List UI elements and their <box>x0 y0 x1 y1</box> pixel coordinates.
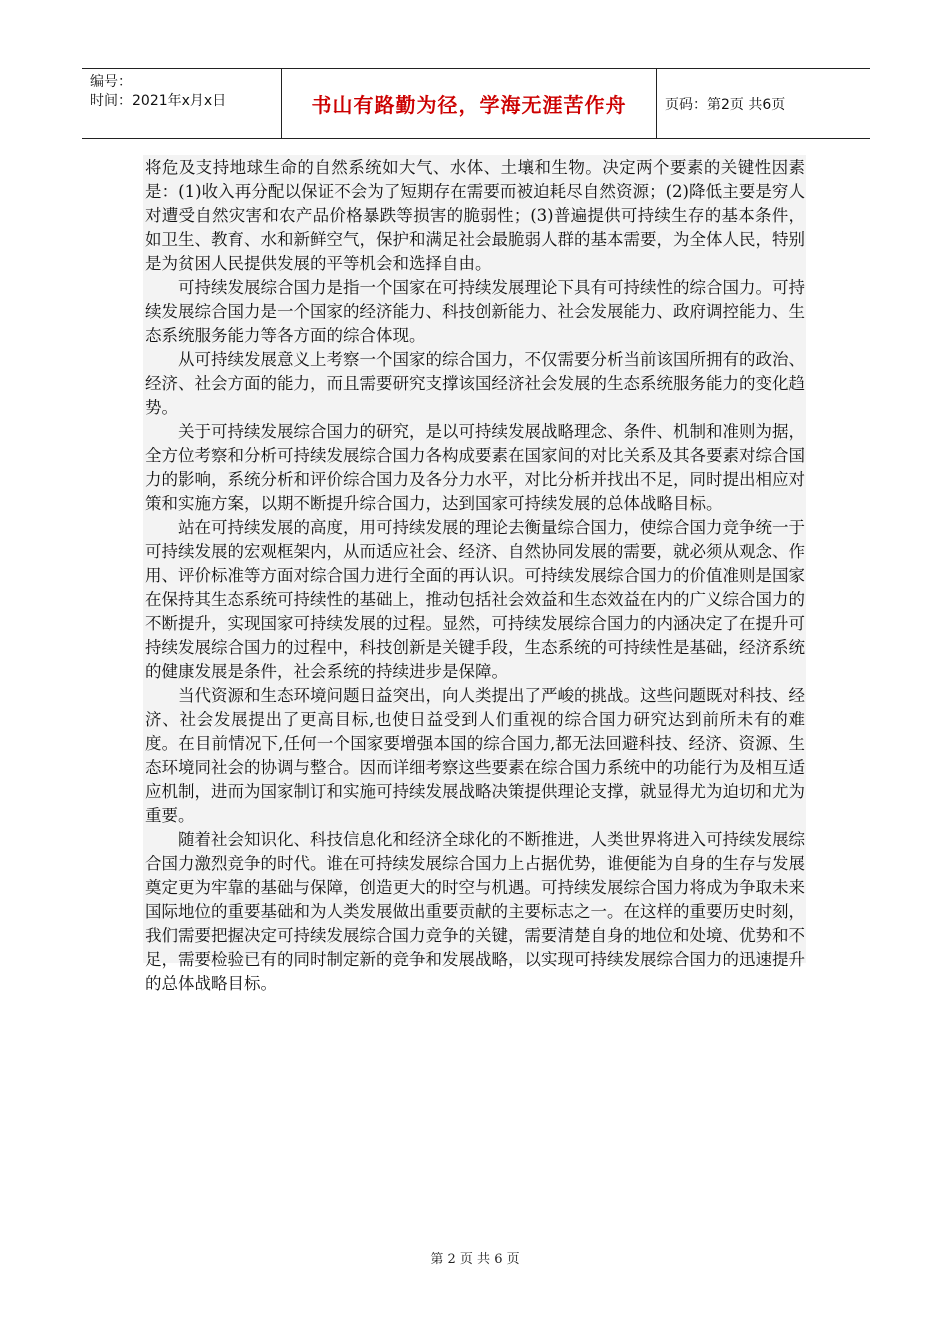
serial-label: 编号： <box>90 74 132 90</box>
page-footer: 第 2 页 共 6 页 <box>430 1252 520 1267</box>
header-motto: 书山有路勤为径，学海无涯苦作舟 <box>282 69 657 138</box>
paragraph: 从可持续发展意义上考察一个国家的综合国力，不仅需要分析当前该国所拥有的政治、经济、社会方面的能力，而且需要研究支撑该国经济社会发展的生态系统服务能力的变化趋势。 <box>145 350 805 417</box>
paragraph: 随着社会知识化、科技信息化和经济全球化的不断推进，人类世界将进入可持续发展综合国力激烈竞争的时代。谁在可持续发展综合国力上占据优势，谁便能为自身的生存与发展奠定更为牢靠的基础与保障，创造更大的时空与机遇。可持续发展综合国力将成为争取未来国际地位的重要基础和为人类发展做出重要贡献的主要标志之一。在这样的重要历史时刻，我们需要把握决定可持续发展综合国力竞争的关键，需要清楚自身的地位和处境、优势和不足，需要检验已有的同时制定新的竞争和发展战略，以实现可持续发展综合国力的迅速提升的总体战略目标。 <box>145 830 805 993</box>
document-body <box>145 156 805 996</box>
header-page-info: 页码：第2页 共6页 <box>665 96 786 113</box>
paragraph: 将危及支持地球生命的自然系统如大气、水体、土壤和生物。决定两个要素的关键性因素是：(1)收入再分配以保证不会为了短期存在需要而被迫耗尽自然资源；(2)降低主要是穷人对遭受自然灾害和农产品价格暴跌等损害的脆弱性；(3)普遍提供可持续生存的基本条件，如卫生、教育、水和新鲜空气，保护和满足社会最脆弱人群的基本需要，为全体人民，特别是为贫困人民提供发展的平等机会和选择自由。 <box>145 158 805 273</box>
page-header <box>82 68 870 139</box>
date-label: 时间：2021年x月x日 <box>90 93 227 109</box>
paragraph: 关于可持续发展综合国力的研究，是以可持续发展战略理念、条件、机制和准则为据，全方位考察和分析可持续发展综合国力各构成要素在国家间的对比关系及其各要素对综合国力的影响，系统分析和评价综合国力及各分力水平，对比分析并找出不足，同时提出相应对策和实施方案，以期不断提升综合国力，达到国家可持续发展的总体战略目标。 <box>145 422 805 513</box>
paragraph: 站在可持续发展的高度，用可持续发展的理论去衡量综合国力，使综合国力竞争统一于可持续发展的宏观框架内，从而适应社会、经济、自然协同发展的需要，就必须从观念、作用、评价标准等方面对综合国力进行全面的再认识。可持续发展综合国力的价值准则是国家在保持其生态系统可持续性的基础上，推动包括社会效益和生态效益在内的广义综合国力的不断提升，实现国家可持续发展的过程。显然，可持续发展综合国力的内涵决定了在提升可持续发展综合国力的过程中，科技创新是关键手段，生态系统的可持续性是基础，经济系统的健康发展是条件，社会系统的持续进步是保障。 <box>145 518 805 681</box>
paragraph: 可持续发展综合国力是指一个国家在可持续发展理论下具有可持续性的综合国力。可持续发展综合国力是一个国家的经济能力、科技创新能力、社会发展能力、政府调控能力、生态系统服务能力等各方面的综合体现。 <box>145 278 805 345</box>
paragraph: 当代资源和生态环境问题日益突出，向人类提出了严峻的挑战。这些问题既对科技、经济、社会发展提出了更高目标,也使日益受到人们重视的综合国力研究达到前所未有的难度。在目前情况下,任何一个国家要增强本国的综合国力,都无法回避科技、经济、资源、生态环境同社会的协调与整合。因而详细考察这些要素在综合国力系统中的功能行为及相互适应机制，进而为国家制订和实施可持续发展战略决策提供理论支撑，就显得尤为迫切和尤为重要。 <box>145 686 805 825</box>
header-meta <box>82 69 282 138</box>
